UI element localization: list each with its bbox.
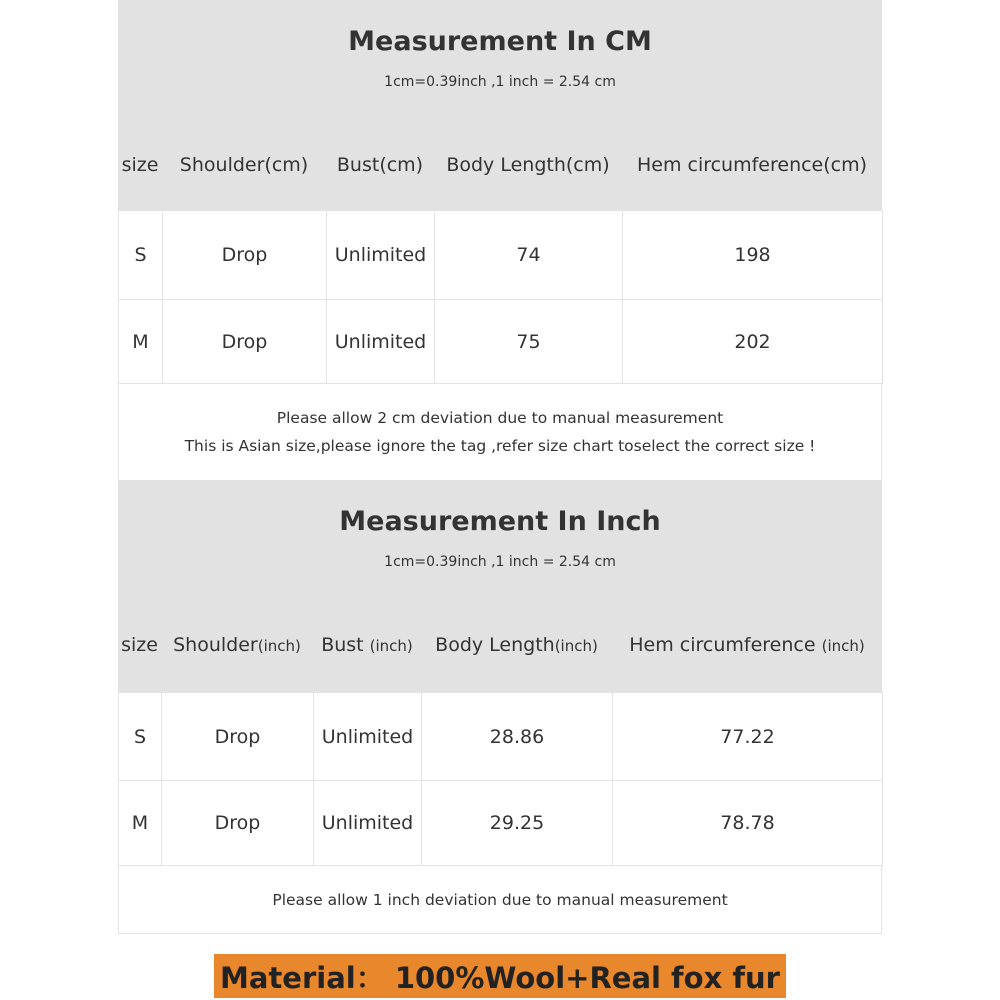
table-row [119,693,883,781]
cm-size-chart [118,0,882,481]
inch-conversion-note: 1cm=0.39inch ,1 inch = 2.54 cm [384,554,616,570]
inch-size-chart [118,480,882,934]
table-row [119,300,883,384]
inch-notes [118,866,882,934]
inch-header-shoulder [161,634,313,656]
inch-cell-size: S [119,693,162,781]
cm-note-asian-size: This is Asian size,please ignore the tag ,refer size chart toselect the correct size ! [184,437,816,455]
material-banner: Material： 100%Wool+Real fox fur [214,954,786,998]
cm-cell-size: M [119,300,163,384]
inch-header-body-length-label: Body Length [435,634,555,656]
inch-header-bust [313,634,421,656]
cm-cell-bust: Unlimited [327,211,435,300]
cm-header-body-length: Body Length(cm) [446,154,610,176]
cm-cell-body-length: 75 [435,300,623,384]
inch-header-body-length [421,634,612,656]
cm-header-hem: Hem circumference(cm) [636,154,868,176]
inch-header-bust-unit: (inch) [369,637,413,655]
inch-chart-header [118,480,882,692]
inch-header-bust-label: Bust [321,634,370,656]
inch-chart-title: Measurement In Inch [339,506,661,537]
cm-header-size: size [121,154,159,176]
inch-header-hem-label: Hem circumference [629,634,822,656]
inch-cell-bust: Unlimited [314,693,422,781]
cm-chart-header [118,0,882,210]
inch-header-body-length-unit: (inch) [554,637,598,655]
cm-cell-hem: 202 [623,300,883,384]
inch-cell-size: M [119,781,162,866]
cm-column-headers [118,150,882,180]
cm-notes [118,384,882,481]
cm-cell-bust: Unlimited [327,300,435,384]
cm-note-deviation: Please allow 2 cm deviation due to manual measurement [276,409,724,427]
cm-measurement-table [118,210,883,384]
cm-cell-hem: 198 [623,211,883,300]
inch-note-deviation: Please allow 1 inch deviation due to manual measurement [272,890,728,909]
inch-header-shoulder-unit: (inch) [257,637,301,655]
inch-cell-shoulder: Drop [162,781,314,866]
cm-header-shoulder: Shoulder(cm) [179,154,309,176]
inch-cell-body-length: 29.25 [422,781,613,866]
inch-header-shoulder-label: Shoulder [173,634,258,656]
table-row [119,781,883,866]
inch-header-hem [612,634,882,656]
inch-header-size: size [121,634,158,656]
cm-cell-body-length: 74 [435,211,623,300]
inch-cell-hem: 77.22 [613,693,883,781]
inch-cell-hem: 78.78 [613,781,883,866]
cm-header-bust: Bust(cm) [336,154,424,176]
cm-cell-shoulder: Drop [163,211,327,300]
inch-cell-shoulder: Drop [162,693,314,781]
inch-cell-body-length: 28.86 [422,693,613,781]
table-row [119,211,883,300]
cm-chart-title: Measurement In CM [348,26,652,57]
cm-cell-size: S [119,211,163,300]
cm-cell-shoulder: Drop [163,300,327,384]
inch-measurement-table [118,692,883,866]
inch-header-hem-unit: (inch) [821,637,865,655]
inch-cell-bust: Unlimited [314,781,422,866]
cm-conversion-note: 1cm=0.39inch ,1 inch = 2.54 cm [384,74,616,90]
inch-column-headers [118,630,882,660]
